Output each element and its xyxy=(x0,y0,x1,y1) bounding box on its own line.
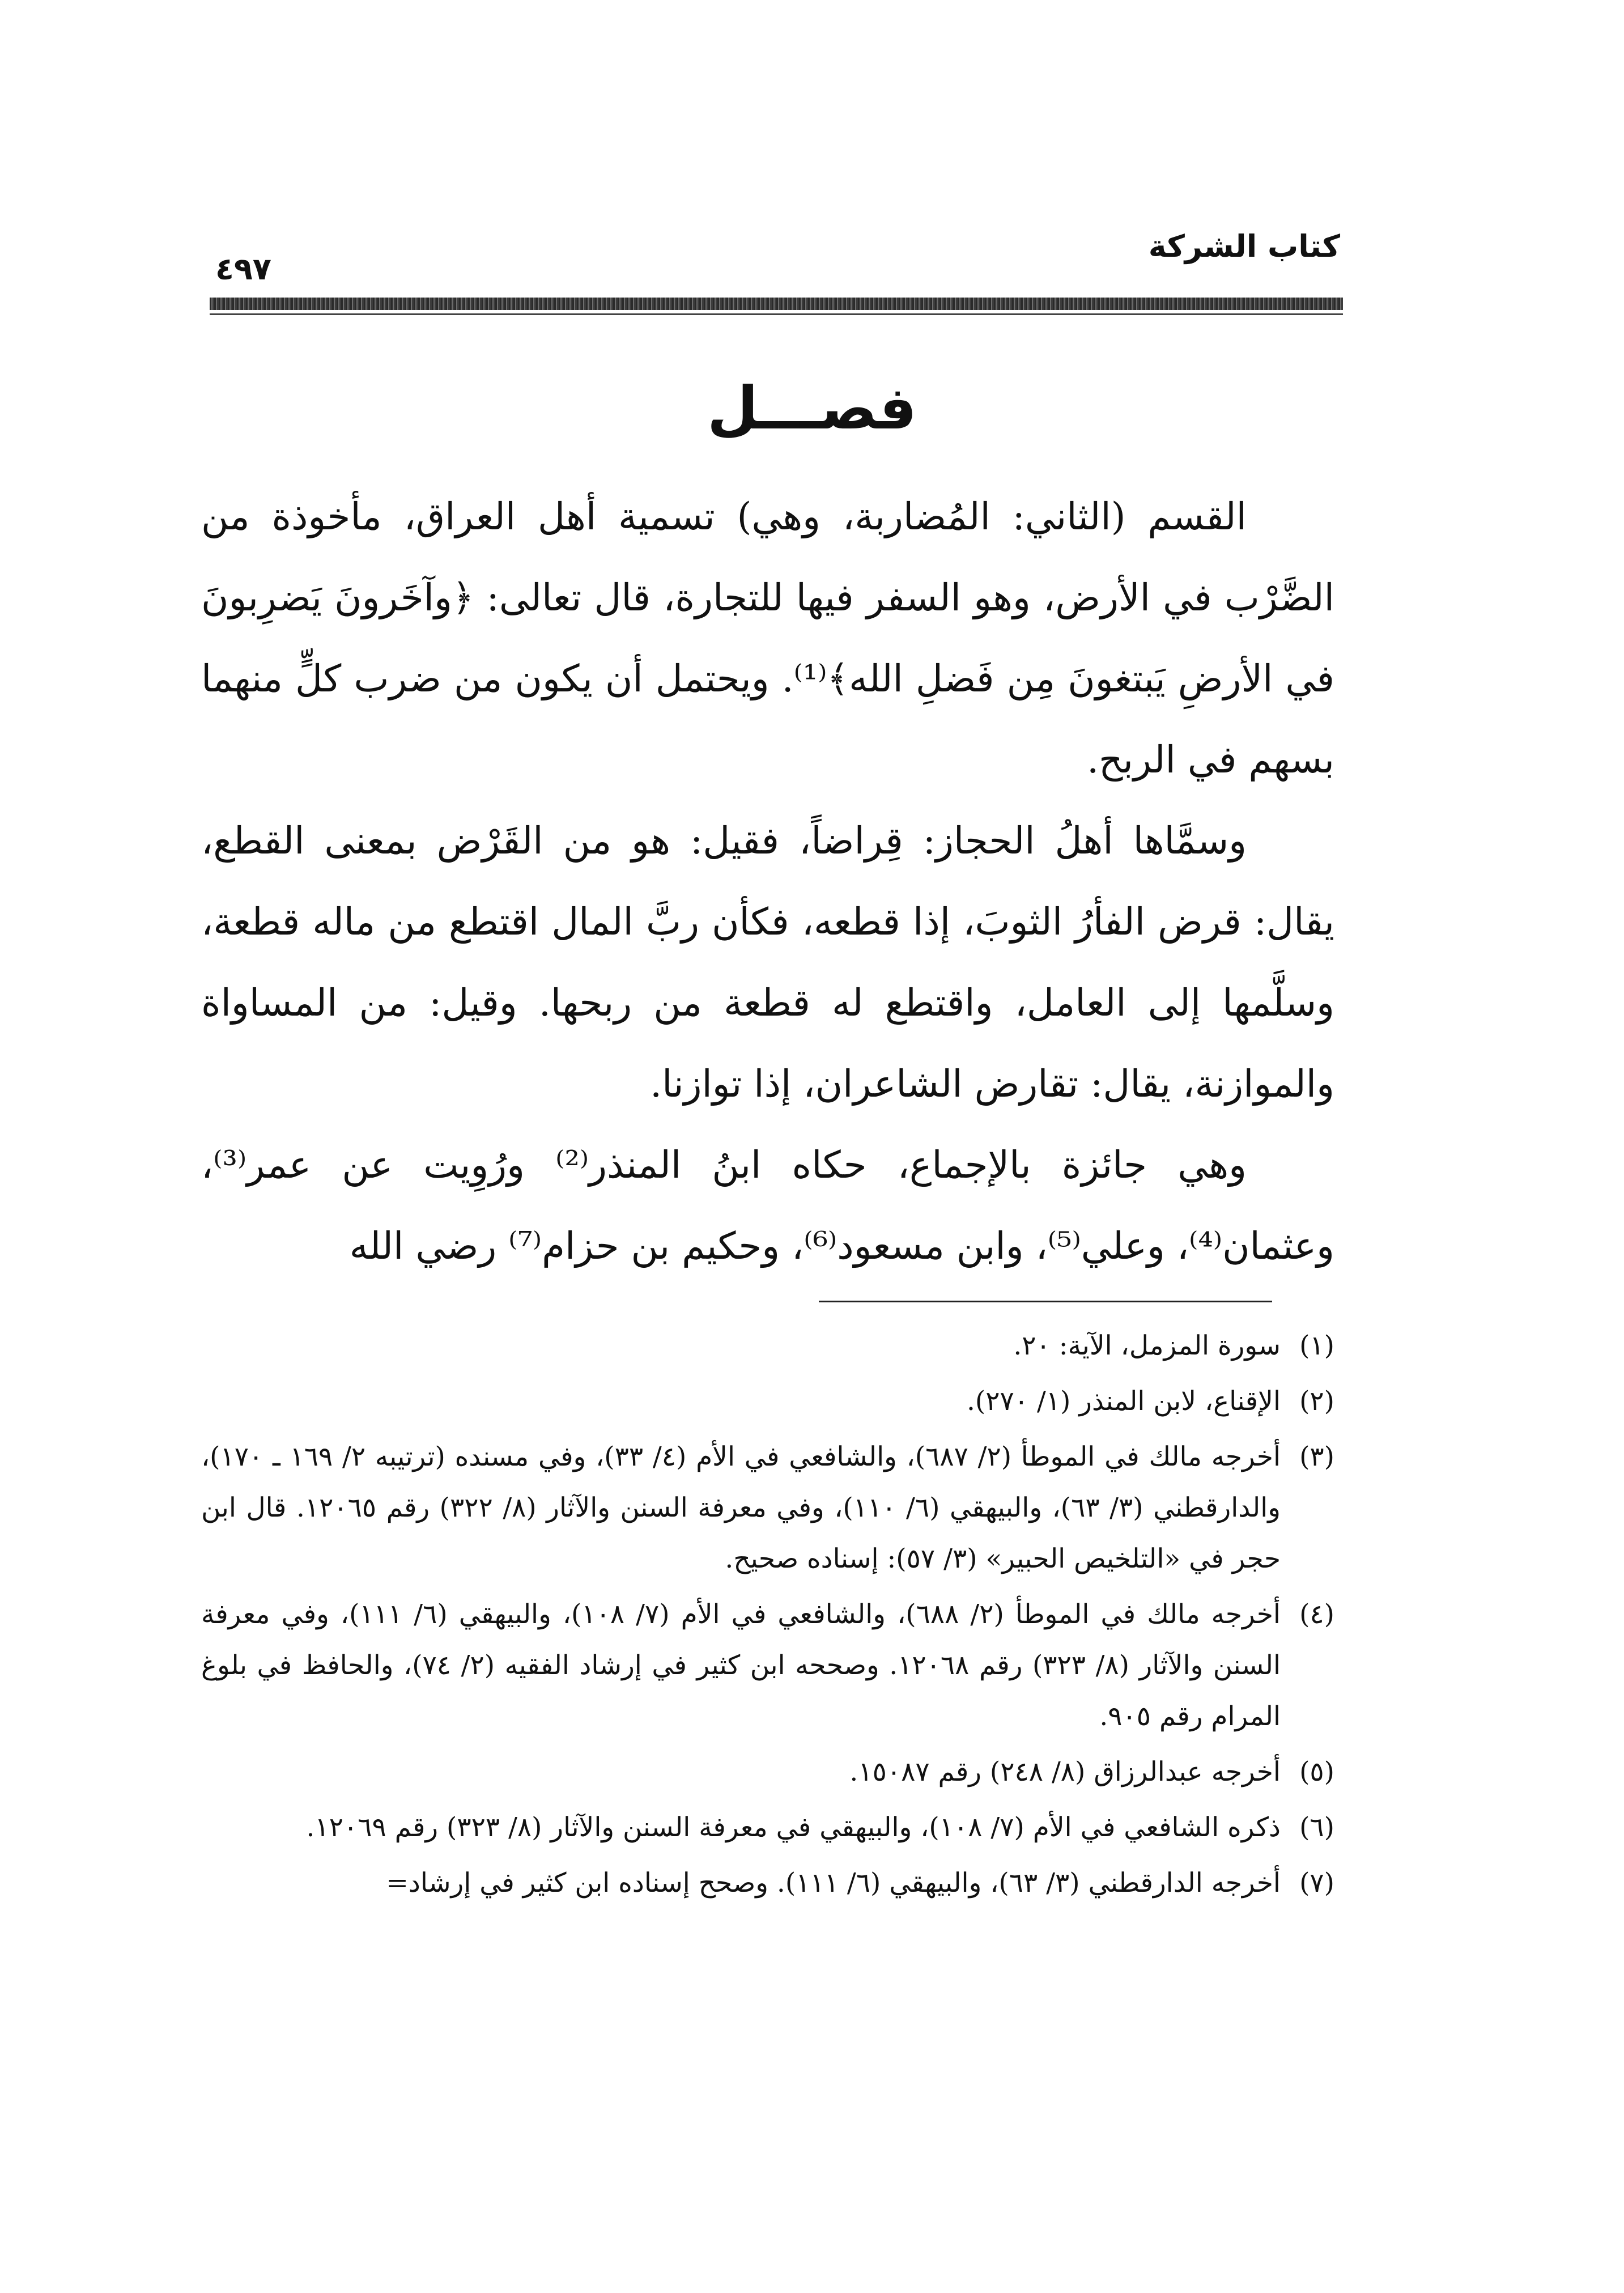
footnote-number: (٥) xyxy=(1299,1756,1334,1787)
footnote-number: (٣) xyxy=(1299,1441,1334,1472)
body-paragraph-3: وهي جائزة بالإجماع، حكاه ابنُ المنذر⁽²⁾ ورُوِيت عن عمر⁽³⁾، وعثمان⁽⁴⁾، وعلي⁽⁵⁾، وابن مسعود⁽⁶⁾، وحكيم بن حزام⁽⁷⁾ رضي الله xyxy=(201,1143,1334,1268)
footnote-number: (٦) xyxy=(1299,1812,1334,1843)
running-header xyxy=(215,224,1340,303)
footnotes xyxy=(201,1320,1334,1913)
footnote-separator xyxy=(819,1301,1272,1302)
body-paragraph-1: القسم (الثاني: المُضاربة، وهي) تسمية أهل العراق، مأخوذة من الضَّرْب في الأرض، وهو السفر فيها للتجارة، قال تعالى: ﴿وآخَرونَ يَضرِبونَ في الأرضِ يَبتغونَ مِن فَضلِ الله﴾⁽¹⁾. ويحتمل أن يكون من ضرب كلٍّ منهما بسهم في الربح. xyxy=(201,495,1334,782)
book-title: كتاب الشركة xyxy=(1148,228,1340,264)
footnote-text: أخرجه عبدالرزاق (٨/ ٢٤٨) رقم ١٥٠٨٧. xyxy=(849,1756,1281,1787)
footnote-text: أخرجه مالك في الموطأ (٢/ ٦٨٧)، والشافعي في الأم (٤/ ٣٣)، وفي مسنده (ترتيبه ٢/ ١٦٩ ـ ١٧٠)، والدارقطني (٣/ ٦٣)، والبيهقي (٦/ ١١٠)، وفي معرفة السنن والآثار (٨/ ٣٢٢) رقم ١٢٠٦٥. قال ابن حجر في «التلخيص الحبير» (٣/ ٥٧): إسناده صحيح. xyxy=(201,1441,1281,1574)
footnote-text: أخرجه الدارقطني (٣/ ٦٣)، والبيهقي (٦/ ١١١). وصحح إسناده ابن كثير في إرشاد= xyxy=(386,1867,1281,1899)
body-text xyxy=(201,476,1334,1286)
footnote-text: أخرجه مالك في الموطأ (٢/ ٦٨٨)، والشافعي في الأم (٧/ ١٠٨)، والبيهقي (٦/ ١١١)، وفي معرفة السنن والآثار (٨/ ٣٢٣) رقم ١٢٠٦٨. وصححه ابن كثير في إرشاد الفقيه (٢/ ٧٤)، والحافظ في بلوغ المرام رقم ٩٠٥. xyxy=(201,1599,1281,1732)
footnote-number: (٢) xyxy=(1299,1386,1334,1417)
footnote-7 xyxy=(201,1858,1334,1909)
footnote-1 xyxy=(201,1320,1334,1371)
footnote-2 xyxy=(201,1376,1334,1427)
section-title: فصـــل xyxy=(707,373,917,443)
header-rule-thin xyxy=(210,313,1343,315)
body-paragraph-2: وسمَّاها أهلُ الحجاز: قِراضاً، فقيل: هو من القَرْض بمعنى القطع، يقال: قرض الفأرُ الثوبَ، إذا قطعه، فكأن ربَّ المال اقتطع من ماله قطعة، وسلَّمها إلى العامل، واقتطع له قطعة من ربحها. وقيل: من المساواة والموازنة، يقال: تقارض الشاعران، إذا توازنا. xyxy=(201,819,1334,1106)
header-rule xyxy=(210,298,1343,310)
footnote-6 xyxy=(201,1802,1334,1853)
footnote-text: الإقناع، لابن المنذر (١/ ٢٧٠). xyxy=(966,1386,1281,1417)
footnote-number: (١) xyxy=(1299,1330,1334,1361)
footnote-3 xyxy=(201,1432,1334,1585)
footnote-number: (٤) xyxy=(1299,1599,1334,1630)
footnote-number: (٧) xyxy=(1299,1867,1334,1899)
footnote-4 xyxy=(201,1589,1334,1742)
footnote-text: ذكره الشافعي في الأم (٧/ ١٠٨)، والبيهقي في معرفة السنن والآثار (٨/ ٣٢٣) رقم ١٢٠٦٩. xyxy=(306,1812,1281,1843)
page-number: ٤٩٧ xyxy=(215,251,271,287)
footnote-5 xyxy=(201,1747,1334,1798)
footnote-text: سورة المزمل، الآية: ٢٠. xyxy=(1013,1330,1281,1361)
